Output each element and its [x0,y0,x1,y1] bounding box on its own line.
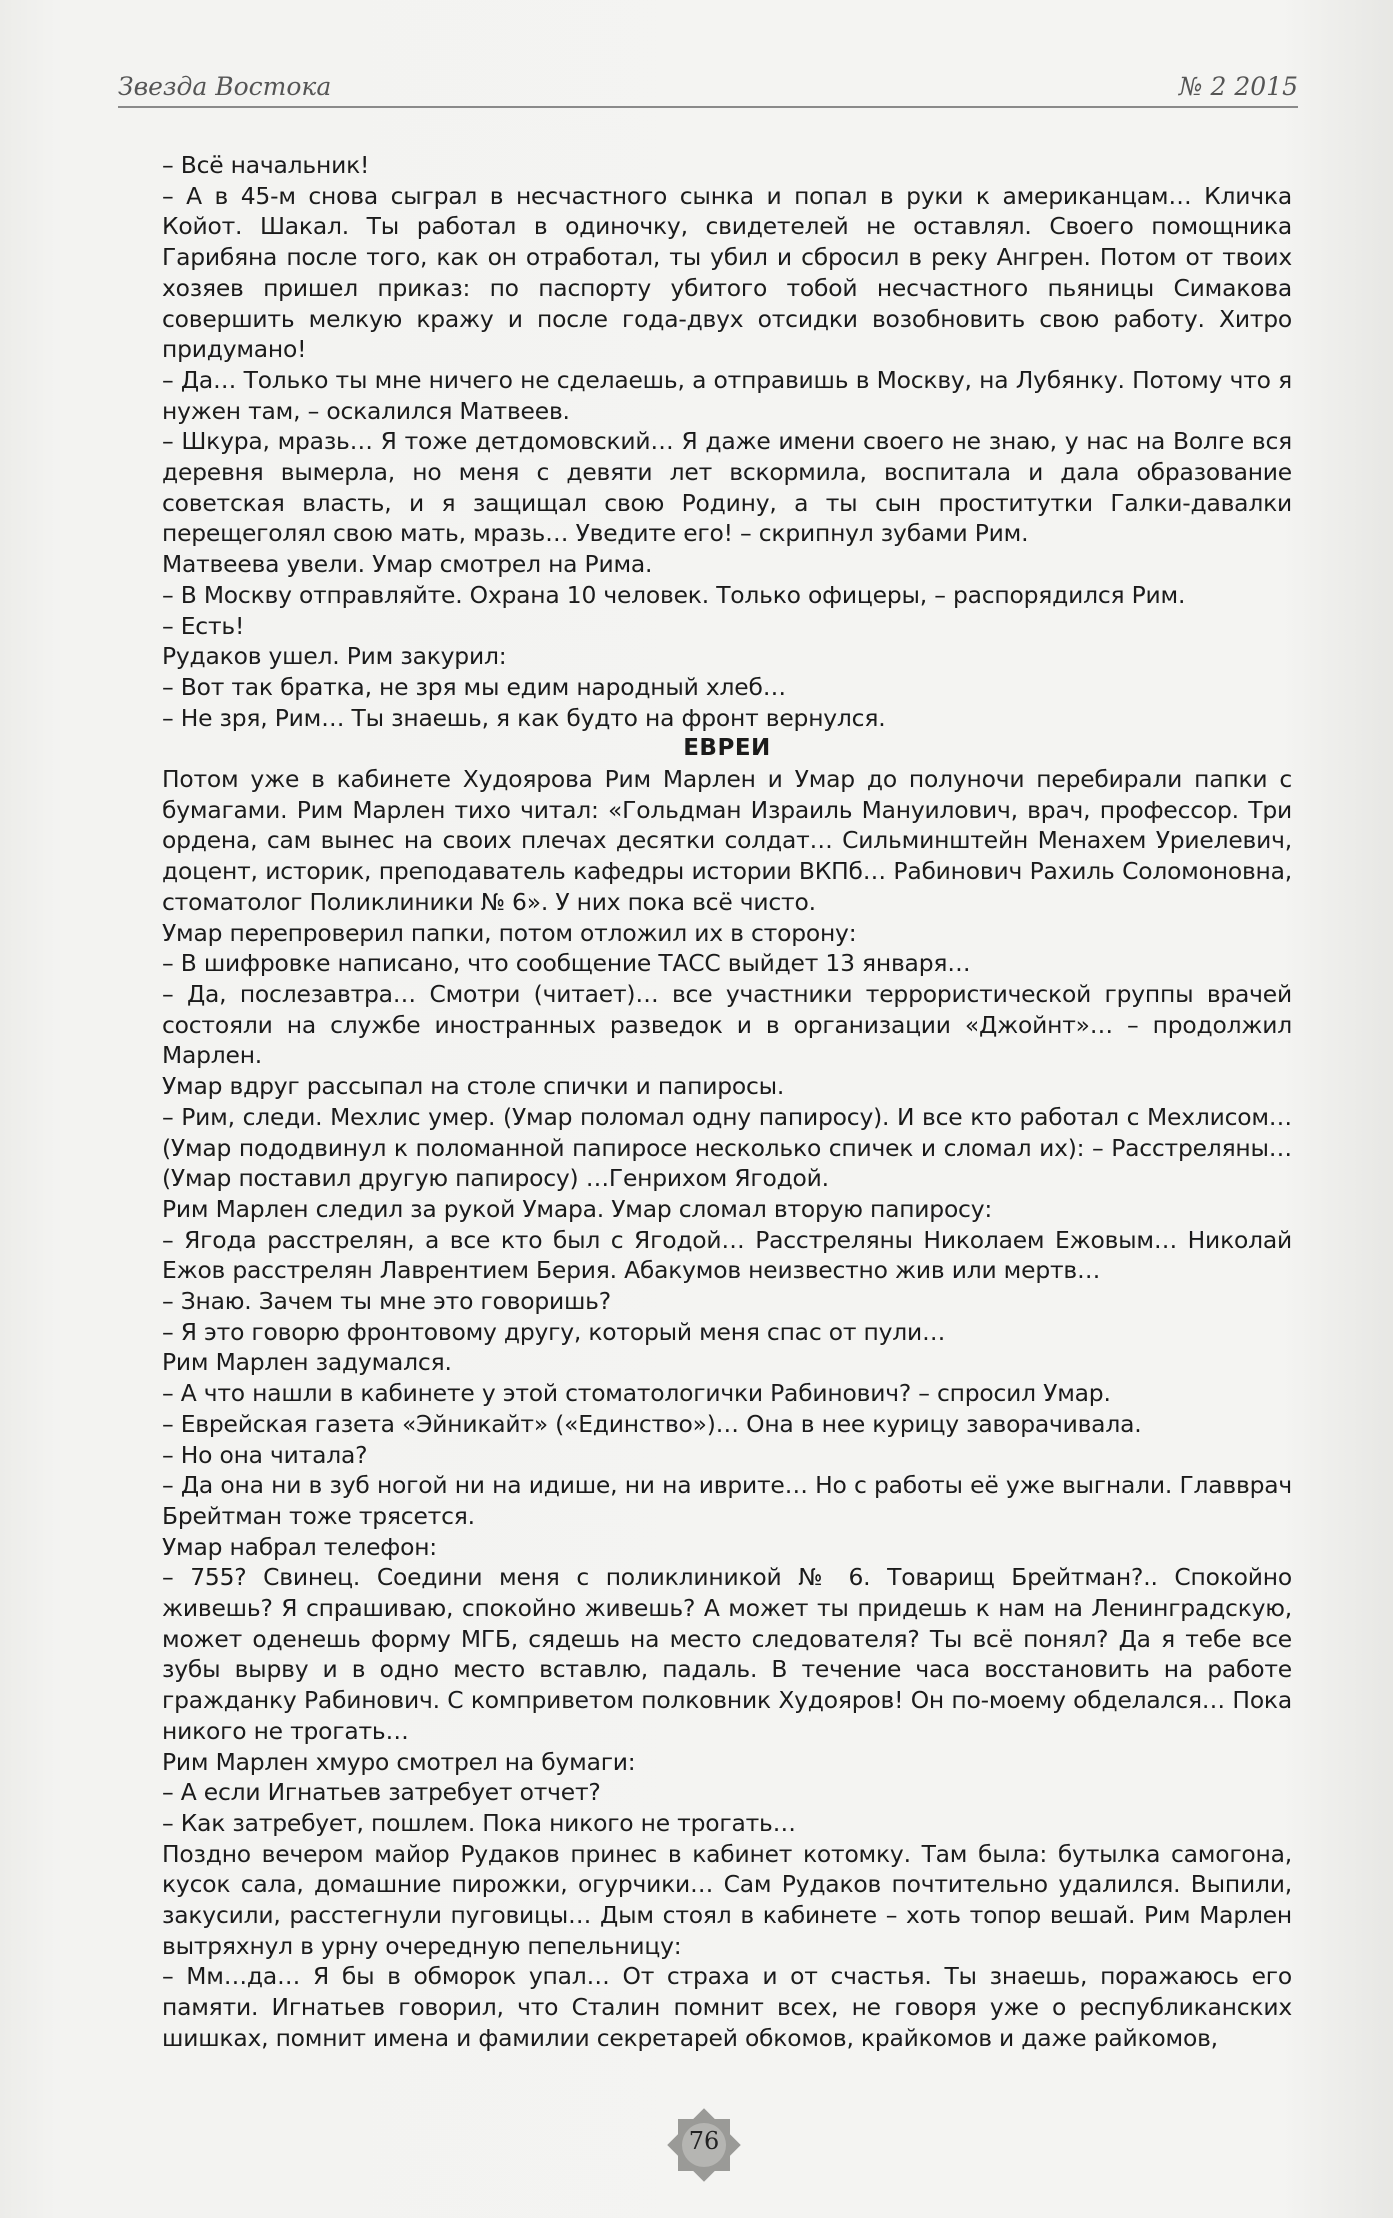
paragraph: – А что нашли в кабинете у этой стоматологички Рабинович? – спросил Умар. [162,1379,1111,1408]
paragraph: Рим Марлен задумался. [162,1348,452,1377]
header-rule [118,106,1298,108]
paragraph: – Да она ни в зуб ногой ни на идише, ни на иврите… Но с работы её уже выгнали. Главврач Брейтман тоже трясется. [162,1471,1292,1530]
paragraph: – А в 45-м снова сыграл в несчастного сынка и попал в руки к американцам… Кличка Койот. Шакал. Ты работал в одиночку, свидетелей не оставлял. Своего помощника Гарибяна после того, как он отработал, ты убил и сбросил в реку Ангрен. Потом от твоих хозяев пришел приказ: по паспорту убитого тобой несчастного пьяницы Симакова совершить мелкую кражу и после года-двух отсидки возобновить свою работу. Хитро придумано! [162,181,1292,364]
paragraph: – Я это говорю фронтовому другу, который меня спас от пули… [162,1317,946,1346]
paragraph: – Ягода расстрелян, а все кто был с Ягодой… Расстреляны Николаем Ежовым… Николай Ежов расстрелян Лаврентием Берия. Абакумов неизвестно жив или мертв… [162,1225,1292,1285]
paragraph: Поздно вечером майор Рудаков принес в кабинет котомку. Там была: бутылка самогона, кусок сала, домашние пирожки, огурчики… Сам Рудаков почтительно удалился. Выпили, закусили, расстегнули пуговицы… Дым стоял в кабинете – хоть топор вешай. Рим Марлен вытряхнул в урну очередную пепельницу: [162,1839,1292,1960]
running-header [118,70,1298,110]
paragraph: Умар вдруг рассыпал на столе спички и папиросы. [162,1072,785,1101]
paragraph: Потом уже в кабинете Худоярова Рим Марлен и Умар до полуночи перебирали папки с бумагами. Рим Марлен тихо читал: «Гольдман Израиль Мануилович, врач, профессор. Три ордена, сам вынес на своих плечах десятки солдат… Сильминштейн Менахем Уриелевич, доцент, историк, преподаватель кафедры истории ВКПб… Рабинович Рахиль Соломоновна, стоматолог Поликлиники № 6». У них пока всё чисто. [162,765,1292,916]
paragraph: – Рим, следи. Мехлис умер. (Умар поломал одну папиросу). И все кто работал с Мехлисом… (Умар пододвинул к поломанной папиросе несколько спичек и сломал их): – Расстреляны… (Умар поставил другую папиросу) …Генрихом Ягодой. [162,1102,1292,1193]
paragraph: – Не зря, Рим… Ты знаешь, я как будто на фронт вернулся. [162,703,886,732]
paragraph: Рудаков ушел. Рим закурил: [162,642,507,671]
paragraph: – Есть! [162,611,245,640]
paragraph: – Всё начальник! [162,151,370,179]
paragraph: – Шкура, мразь… Я тоже детдомовский… Я даже имени своего не знаю, у нас на Волге вся деревня вымерла, но меня с девяти лет вскормила, воспитала и дала образование советская власть, и я защищал свою Родину, а ты сын проститутки Галки-давалки перещеголял свою мать, мразь… Уведите его! – скрипнул зубами Рим. [162,427,1292,548]
body-text [162,150,1292,2054]
paragraph: – Да… Только ты мне ничего не сделаешь, а отправишь в Москву, на Лубянку. Потому что я нужен там, – оскалился Матвеев. [162,365,1292,425]
page-number: 76 [688,2127,720,2155]
paragraph: Умар набрал телефон: [162,1532,437,1561]
paragraph: – Но она читала? [162,1440,368,1469]
paragraph: – А если Игнатьев затребует отчет? [162,1778,601,1807]
paragraph: Умар перепроверил папки, потом отложил их в сторону: [162,918,857,947]
paragraph: – Как затребует, пошлем. Пока никого не трогать… [162,1808,796,1837]
paragraph: Матвеева увели. Умар смотрел на Рима. [162,550,653,579]
issue-number: № 2 2015 [1178,72,1298,101]
journal-title: Звезда Востока [118,72,332,101]
paragraph: – Мм…да… Я бы в обморок упал… От страха и от счастья. Ты знаешь, поражаюсь его памяти. Игнатьев говорил, что Сталин помнит всех, не говоря уже о республиканских шишках, помнит имена и фамилии секретарей обкомов, крайкомов и даже райкомов, [162,1962,1292,2052]
paragraph: – В Москву отправляйте. Охрана 10 человек. Только офицеры, – распорядился Рим. [162,580,1186,609]
paragraph: – Да, послезавтра… Смотри (читает)… все участники террористической группы врачей состояли на службе иностранных разведок и в организации «Джойнт»… – продолжил Марлен. [162,979,1292,1070]
section-title: ЕВРЕИ [683,735,771,762]
paragraph: – 755? Свинец. Соедини меня с поликлиникой № 6. Товарищ Брейтман?.. Спокойно живешь? Я спрашиваю, спокойно живешь? А может ты придешь к нам на Ленинградскую, может оденешь форму МГБ, сядешь на место следователя? Ты всё понял? Да я тебе все зубы вырву и в одно место вставлю, падаль. В течение часа восстановить на работе гражданку Рабинович. С комприветом полковник Худояров! Он по-моему обделался… Пока никого не трогать… [162,1563,1292,1745]
paragraph: – Вот так братка, не зря мы едим народный хлеб… [162,672,786,701]
paragraph: Рим Марлен следил за рукой Умара. Умар сломал вторую папиросу: [162,1194,993,1223]
paragraph: – Знаю. Зачем ты мне это говоришь? [162,1287,611,1316]
paragraph: – Еврейская газета «Эйникайт» («Единство»)… Она в нее курицу заворачивала. [162,1409,1142,1438]
paragraph: Рим Марлен хмуро смотрел на бумаги: [162,1747,636,1776]
page-number-badge [664,2105,744,2185]
paragraph: – В шифровке написано, что сообщение ТАСС выйдет 13 января… [162,949,971,978]
